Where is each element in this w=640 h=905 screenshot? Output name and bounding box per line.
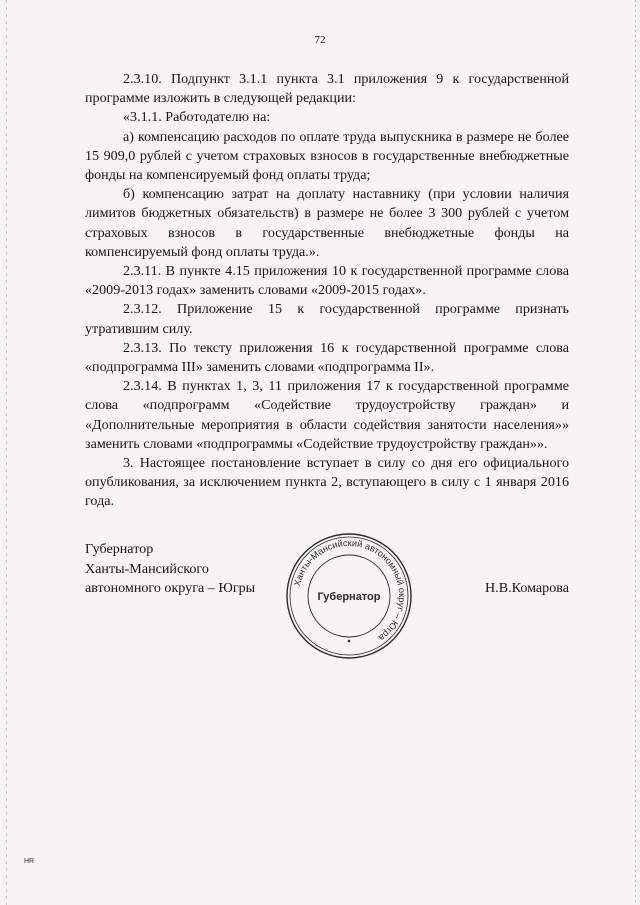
official-seal — [283, 530, 415, 662]
signatory-title — [85, 540, 255, 599]
paragraph: 2.3.14. В пунктах 1, 3, 11 приложения 17 к государственной программе слова «подпрограмм «Содействие трудоустройству граждан» и «Дополнительные мероприятия в области содействия занятости населения»» заменить словами «подпрограммы «Содействие трудоустройству граждан»». — [85, 378, 569, 452]
signatory-title-line: Ханты-Мансийского — [85, 560, 209, 577]
paragraph: б) компенсацию затрат на доплату наставнику (при условии наличия лимитов бюджетных обязательств) в размере не более 3 300 рублей с учетом страховых взносов в государственные внебюджетные фонды на компенсируемый фонд оплаты труда.». — [85, 186, 569, 260]
document-body — [85, 70, 569, 512]
paragraph: а) компенсацию расходов по оплате труда выпускника в размере не более 15 909,0 рублей с учетом страховых взносов в государственные внебюджетные фонды на компенсируемый фонд оплаты труда; — [85, 128, 569, 184]
signatory-name: Н.В.Комарова — [485, 580, 569, 596]
signatory-title-line: Губернатор — [85, 541, 154, 557]
footer-mark: HR — [24, 858, 35, 865]
paragraph: 2.3.13. По тексту приложения 16 к государственной программе слова «подпрограмма III» заменить словами «подпрограмма II». — [85, 339, 569, 376]
seal-ring-text: Ханты-Мансийский автономный округ – Югра — [292, 537, 408, 643]
paragraph: 2.3.12. Приложение 15 к государственной программе признать утратившим силу. — [85, 301, 569, 337]
signatory-title-line: автономного округа – Югры — [85, 580, 256, 596]
seal-dot — [348, 640, 351, 643]
page-number: 72 — [314, 34, 326, 46]
paragraph: 2.3.10. Подпункт 3.1.1 пункта 3.1 приложения 9 к государственной программе изложить в следующей редакции: — [85, 71, 569, 107]
seal-center-text: Губернатор — [317, 591, 381, 603]
seal-stamp — [283, 530, 415, 662]
paragraph: «3.1.1. Работодателю на: — [123, 109, 271, 126]
scan-edge-right — [635, 0, 636, 905]
scan-edge-left — [6, 0, 7, 905]
paragraph: 2.3.11. В пункте 4.15 приложения 10 к государственной программе слова «2009-2013 годах» заменить словами «2009-2015 годах». — [85, 263, 569, 299]
paragraph: 3. Настоящее постановление вступает в силу со дня его официального опубликования, за исключением пункта 2, вступающего в силу с 1 января 2016 года. — [85, 455, 569, 510]
